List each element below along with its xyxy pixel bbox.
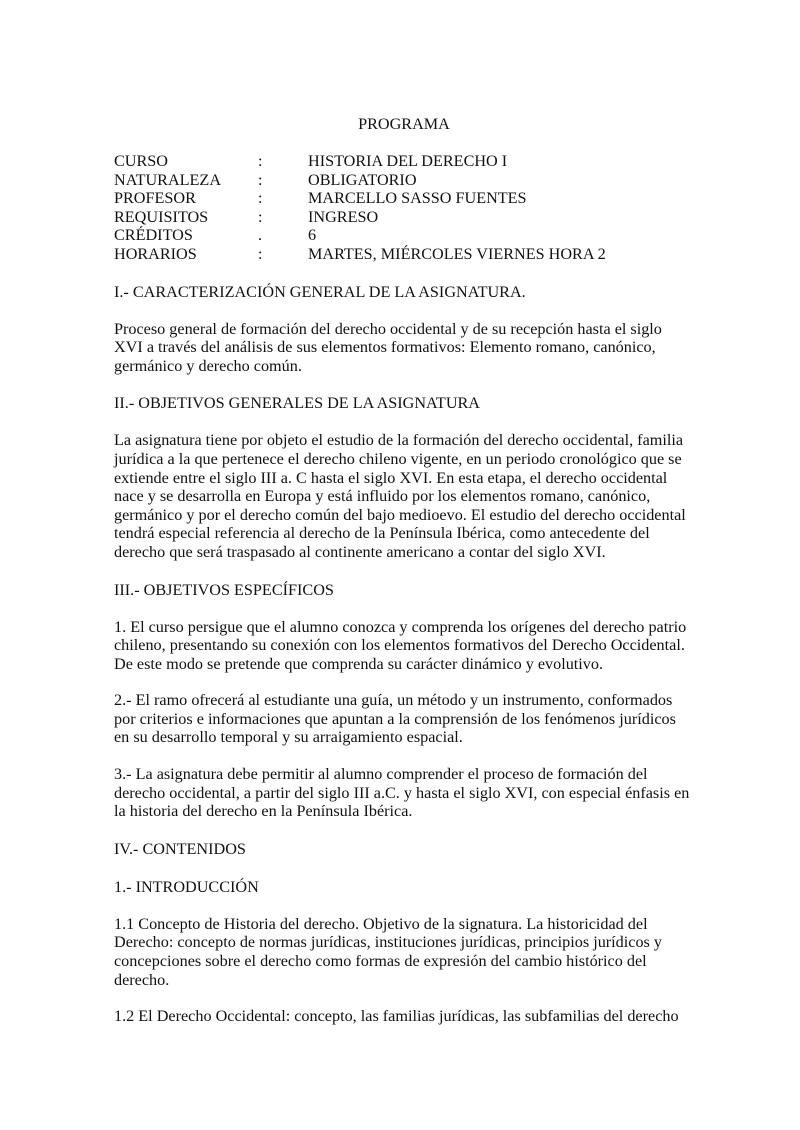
info-separator: . bbox=[258, 226, 263, 245]
info-separator: : bbox=[258, 170, 263, 189]
info-row bbox=[114, 189, 606, 208]
info-value: INGRESO bbox=[308, 207, 379, 226]
info-key: HORARIOS bbox=[114, 244, 197, 263]
course-info-table bbox=[114, 152, 606, 264]
section-heading-objetivos-especificos: III.- OBJETIVOS ESPECÍFICOS bbox=[114, 580, 334, 599]
info-key: CRÉDITOS bbox=[114, 226, 193, 245]
info-value: HISTORIA DEL DERECHO I bbox=[308, 152, 508, 170]
info-separator: : bbox=[258, 244, 263, 263]
subsection-heading-introduccion: 1.- INTRODUCCIÓN bbox=[114, 877, 259, 896]
info-separator: : bbox=[258, 207, 263, 226]
info-row bbox=[114, 171, 606, 190]
info-value: MARTES, MIÉRCOLES VIERNES HORA 2 bbox=[308, 244, 606, 263]
info-value: MARCELLO SASSO FUENTES bbox=[308, 189, 527, 208]
section-heading-contenidos: IV.- CONTENIDOS bbox=[114, 839, 246, 858]
section-paragraph: 1.2 El Derecho Occidental: concepto, las familias jurídicas, las subfamilias del derecho bbox=[114, 1007, 679, 1026]
section-paragraph: La asignatura tiene por objeto el estudio de la formación del derecho occidental, familia jurídica a la que pertenece el derecho chileno vigente, en un periodo cronológico que se extiende entre el siglo III a. C hasta el siglo XVI. En esta etapa, el derecho occidental nace y se desarrolla en Europa y está influido por los elementos romano, canónico, germánico y por el derecho común del bajo medioevo. El estudio del derecho occidental tendrá especial referencia al derecho de la Península Ibérica, como antecedente del derecho que será traspasado al continente americano a contar del siglo XVI. bbox=[114, 431, 686, 561]
section-paragraph: 1.1 Concepto de Historia del derecho. Objetivo de la signatura. La historicidad del Derecho: concepto de normas jurídicas, instituciones jurídicas, principios jurídicos y concepciones sobre el derecho como formas de expresión del cambio histórico del derecho. bbox=[114, 914, 662, 989]
info-value: 6 bbox=[308, 226, 317, 245]
section-paragraph: 3.- La asignatura debe permitir al alumno comprender el proceso de formación del derecho occidental, a partir del siglo III a.C. y hasta el siglo XVI, con especial énfasis en la historia del derecho en la Península Ibérica. bbox=[114, 765, 690, 821]
info-key: NATURALEZA bbox=[114, 170, 222, 189]
section-heading-objetivos-generales: II.- OBJETIVOS GENERALES DE LA ASIGNATURA bbox=[114, 394, 481, 413]
section-heading-caracterizacion: I.- CARACTERIZACIÓN GENERAL DE LA ASIGNATURA. bbox=[114, 282, 526, 301]
info-key: CURSO bbox=[114, 152, 168, 170]
info-row bbox=[114, 226, 606, 245]
info-row bbox=[114, 245, 606, 264]
info-separator: : bbox=[258, 152, 263, 170]
section-paragraph: Proceso general de formación del derecho occidental y de su recepción hasta el siglo XVI a través del análisis de sus elementos formativos: Elemento romano, canónico, germánico y derecho común. bbox=[114, 319, 662, 375]
info-separator: : bbox=[258, 189, 263, 208]
info-value: OBLIGATORIO bbox=[308, 170, 417, 189]
info-row bbox=[114, 208, 606, 227]
info-key: PROFESOR bbox=[114, 189, 196, 208]
document-page bbox=[114, 114, 694, 1044]
info-key: REQUISITOS bbox=[114, 207, 209, 226]
section-paragraph: 2.- El ramo ofrecerá al estudiante una guía, un método y un instrumento, conformados por criterios e informaciones que apuntan a la comprensión de los fenómenos jurídicos en su desarrollo temporal y su arraigamiento espacial. bbox=[114, 691, 676, 747]
info-row bbox=[114, 152, 606, 171]
page-title: PROGRAMA bbox=[358, 115, 450, 133]
section-paragraph: 1. El curso persigue que el alumno conozca y comprenda los orígenes del derecho patrio chileno, presentando su conexión con los elementos formativos del Derecho Occidental. De este modo se pretende que comprenda su carácter dinámico y evolutivo. bbox=[114, 617, 687, 673]
